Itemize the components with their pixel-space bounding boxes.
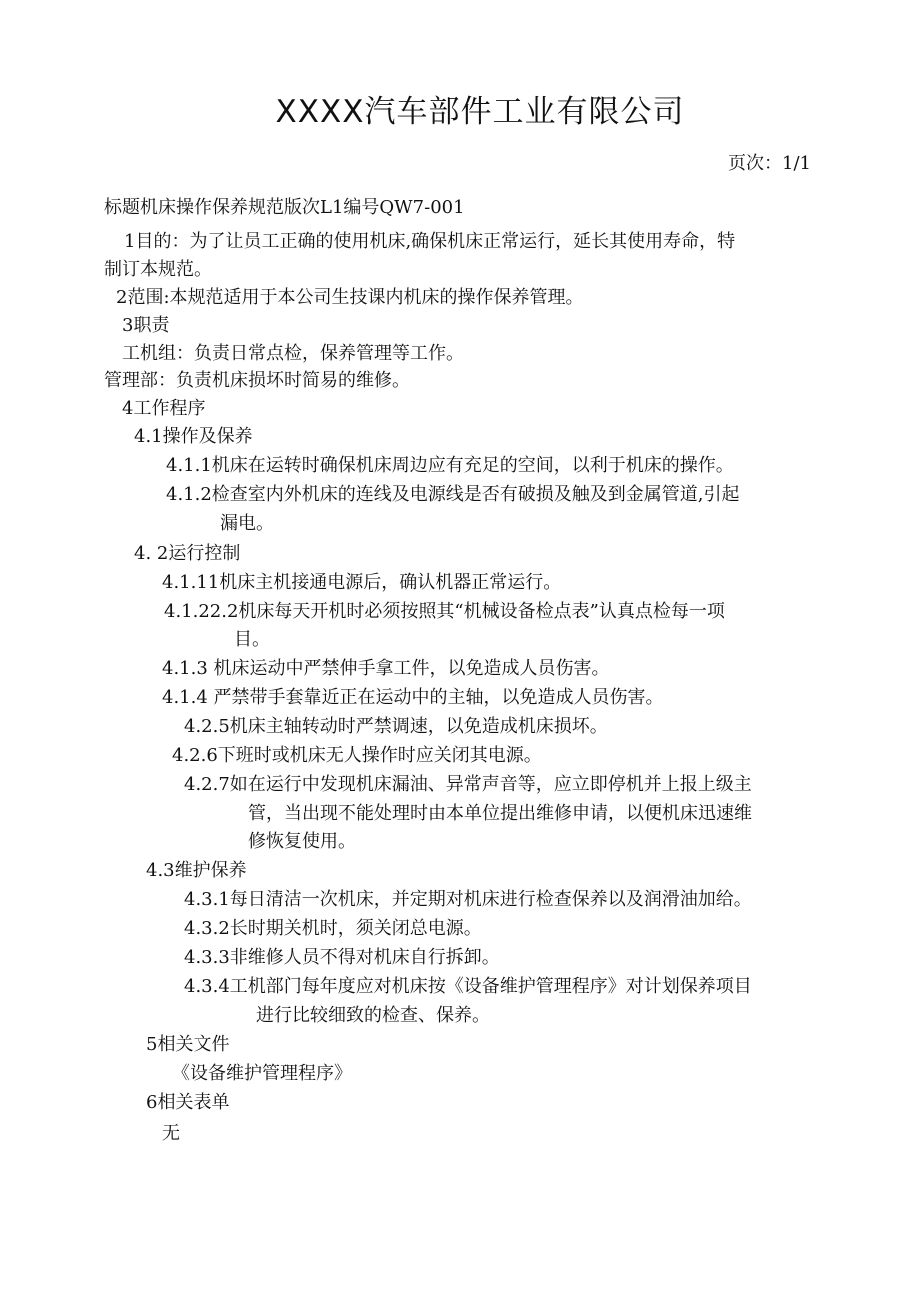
company-title: XXXX汽车部件工业有限公司 (275, 94, 685, 130)
responsibility-item: 工机组：负责日常点检，保养管理等工作。 (122, 343, 464, 364)
clause-continuation: 目。 (234, 629, 270, 650)
section-heading: 4.3维护保养 (146, 860, 247, 881)
purpose-line-1: 1目的：为了让员工正确的使用机床,确保机床正常运行，延长其使用寿命，特 (124, 231, 736, 252)
responsibility-heading: 3职责 (122, 315, 170, 336)
section-heading: 4.1操作及保养 (134, 426, 253, 447)
clause: 4.2.7如在运行中发现机床漏油、异常声音等，应立即停机并上报上级主 (184, 774, 752, 795)
document-header: 标题机床操作保养规范版次L1编号QW7-001 (104, 197, 465, 218)
clause: 4.3.1每日清洁一次机床，并定期对机床进行检查保养以及润滑油加给。 (184, 889, 752, 910)
clause: 4.1.1机床在运转时确保机床周边应有充足的空间，以利于机床的操作。 (166, 455, 734, 476)
clause: 4.3.2长时期关机时，须关闭总电源。 (184, 918, 482, 939)
clause: 4.2.5机床主轴转动时严禁调速，以免造成机床损坏。 (184, 716, 608, 737)
clause: 4.1.4 严禁带手套靠近正在运动中的主轴，以免造成人员伤害。 (162, 687, 664, 708)
purpose-line-2: 制订本规范。 (104, 259, 212, 280)
clause: 4.3.3非维修人员不得对机床自行拆卸。 (184, 947, 500, 968)
clause-continuation: 修恢复使用。 (248, 831, 356, 852)
scope-paragraph: 2范围:本规范适用于本公司生技课内机床的操作保养管理。 (116, 287, 584, 308)
section-heading: 4. 2运行控制 (134, 543, 241, 564)
clause-continuation: 进行比较细致的检查、保养。 (256, 1005, 490, 1026)
related-form: 无 (162, 1123, 180, 1144)
clause: 4.2.6下班时或机床无人操作时应关闭其电源。 (172, 745, 542, 766)
related-document: 《设备维护管理程序》 (172, 1063, 352, 1084)
clause: 4.1.3 机床运动中严禁伸手拿工件，以免造成人员伤害。 (162, 658, 610, 679)
section-heading: 6相关表单 (146, 1092, 230, 1113)
section-heading: 5相关文件 (146, 1034, 230, 1055)
responsibility-item: 管理部：负责机床损坏时简易的维修。 (104, 370, 410, 391)
page-number: 页次：1/1 (728, 153, 811, 174)
clause: 4.1.2检查室内外机床的连线及电源线是否有破损及触及到金属管道,引起 (166, 484, 740, 505)
clause-continuation: 管，当出现不能处理时由本单位提出维修申请，以便机床迅速维 (248, 803, 752, 824)
clause: 4.1.11机床主机接通电源后，确认机器正常运行。 (162, 572, 562, 593)
clause-continuation: 漏电。 (220, 513, 274, 534)
procedure-heading: 4工作程序 (122, 398, 206, 419)
clause: 4.3.4工机部门每年度应对机床按《设备维护管理程序》对计划保养项目 (184, 976, 752, 997)
clause: 4.1.22.2机床每天开机时必须按照其“机械设备检点表”认真点检每一项 (164, 601, 725, 622)
